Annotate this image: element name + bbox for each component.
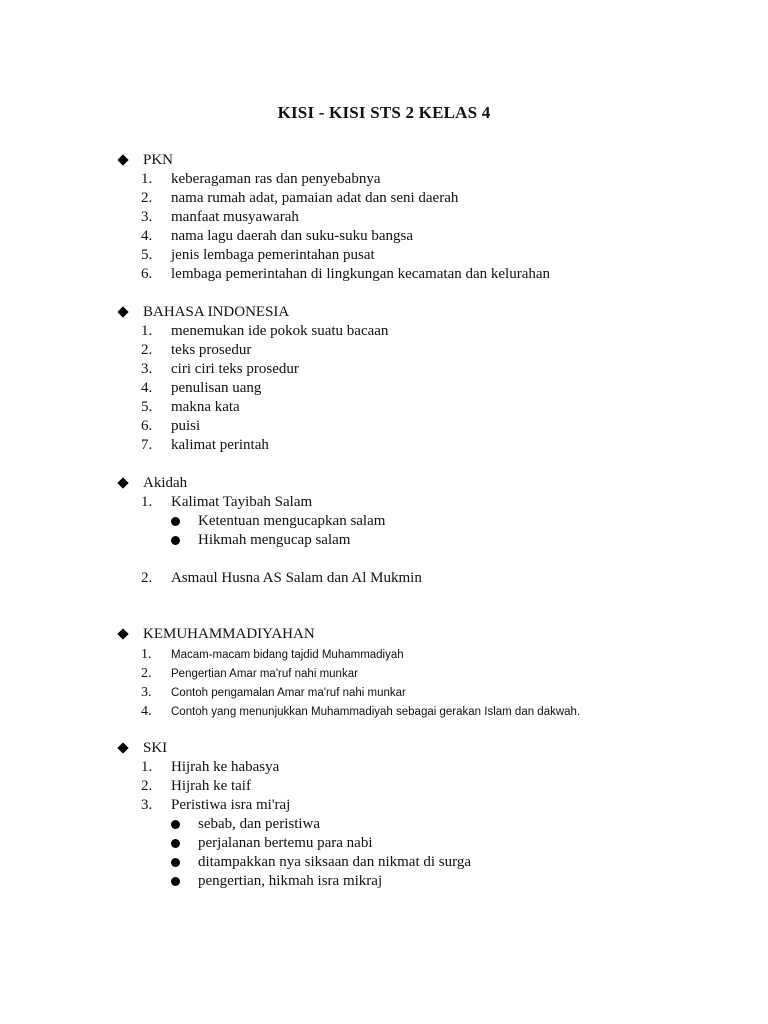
section-label: SKI	[143, 740, 168, 756]
round-bullet-icon	[171, 839, 180, 848]
diamond-bullet-icon	[117, 477, 128, 488]
round-bullet-icon	[171, 517, 180, 526]
document-page: KISI - KISI STS 2 KELAS 4 PKN 1. keberagaman ras dan penyebabnya 2. nama rumah adat, pamaian adat dan seni daerah 3. manfaat musyawarah 4. nama lagu daerah dan suku-suku bangsa 5. jenis lembaga pemerintahan pusat 6. lembaga pemerintahan di lingkungan kecamatan dan kelurahan BAHASA INDONESIA 1. menemukan ide pokok suatu bacaan 2. teks prosedur 3. ciri ciri teks prosedur 4. penulisan uang 5. makna kata 6. puisi 7. kalimat perintah Akidah 1. Kalimat Tayibah Salam Ketentuan mengucapkan salam Hikmah mengucap salam 2. Asmaul Husna AS Salam dan Al Mukmin KEMUHAMMADIYAHAN 1. Macam-macam bidang tajdid Muhammadiyah 2. Pengertian Amar ma'ruf nahi munkar 3. Contoh pengamalan Amar ma'ruf nahi munkar 4. Contoh yang menunjukkan Muhammadiyah sebagai gerakan Islam dan dakwah. SKI 1. Hijrah ke habasya 2. Hijrah ke taif 3. Peristiwa isra mi'raj sebab, dan peristiwa perjalanan bertemu para nabi ditampakkan nya siksaan dan nikmat di surga pengertian, hikmah isra mikraj	[0, 0, 768, 1024]
round-bullet-icon	[171, 820, 180, 829]
page-title: KISI - KISI STS 2 KELAS 4	[277, 103, 491, 122]
diamond-bullet-icon	[117, 306, 128, 317]
section-label: PKN	[143, 152, 174, 168]
diamond-bullet-icon	[117, 628, 128, 639]
round-bullet-icon	[171, 877, 180, 886]
round-bullet-icon	[171, 536, 180, 545]
diamond-bullet-icon	[117, 742, 128, 753]
section-label: Akidah	[143, 475, 188, 491]
section-label: BAHASA INDONESIA	[143, 304, 290, 320]
diamond-bullet-icon	[117, 154, 128, 165]
round-bullet-icon	[171, 858, 180, 867]
section-label: KEMUHAMMADIYAHAN	[143, 626, 315, 642]
